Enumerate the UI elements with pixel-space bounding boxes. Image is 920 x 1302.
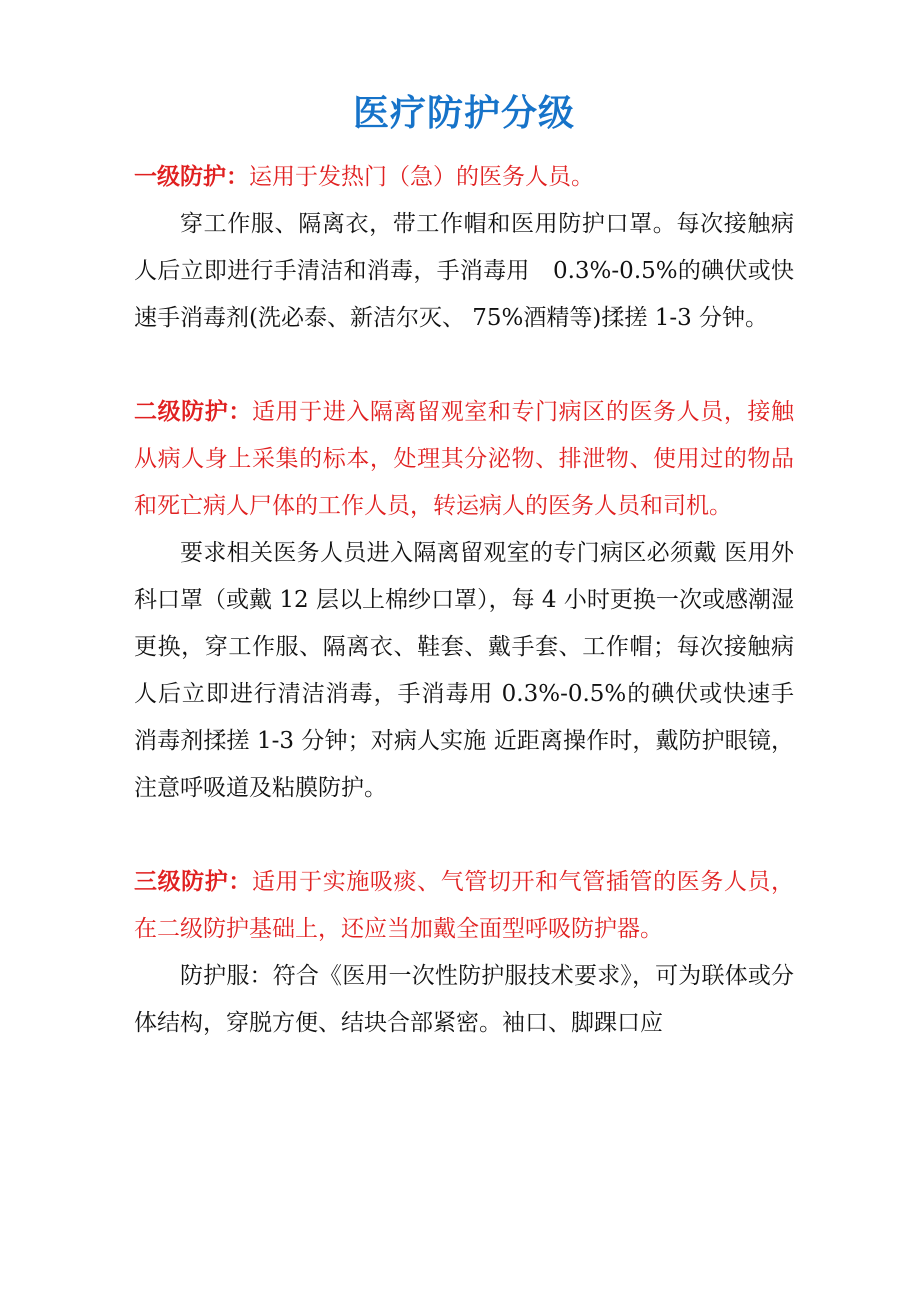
document-page: [134, 0, 794, 1047]
level2-heading: [134, 389, 794, 530]
level3-body: 防护服：符合《医用一次性防护服技术要求》，可为联体或分体结构，穿脱方便、结块合部紧密。袖口、脚踝口应: [134, 963, 794, 1036]
level1-heading: [134, 154, 794, 201]
level3-label: 三级防护：: [134, 869, 252, 895]
document-title: 医疗防护分级: [352, 93, 575, 134]
level2-section: [134, 389, 794, 812]
level2-scope: 适用于进入隔离留观室和专门病区的医务人员，接触从病人身上采集的标本，处理其分泌物、排泄物、使用过的物品和死亡病人尸体的工作人员，转运病人的医务人员和司机。: [134, 399, 795, 519]
section-spacer: [134, 812, 794, 859]
level3-heading: [134, 859, 794, 953]
level1-scope: 运用于发热门（急）的医务人员。: [249, 164, 594, 190]
level2-body: 要求相关医务人员进入隔离留观室的专门病区必须戴 医用外科口罩（或戴 12 层以上棉纱口罩），每 4 小时更换一次或感潮湿更换，穿工作服、隔离衣、鞋套、戴手套、工作帽；每次接触病人后立即进行清洁消毒，手消毒用 0.3%-0.5%的碘伏或快速手消毒剂揉搓 1-3 分钟；对病人实施 近距离操作时，戴防护眼镜，注意呼吸道及粘膜防护。: [134, 540, 794, 801]
level2-label: 二级防护：: [134, 399, 252, 425]
level1-section: [134, 154, 794, 342]
level3-scope: 适用于实施吸痰、气管切开和气管插管的医务人员，在二级防护基础上，还应当加戴全面型呼吸防护器。: [134, 869, 795, 942]
level1-body: 穿工作服、隔离衣，带工作帽和医用防护口罩。每次接触病人后立即进行手清洁和消毒，手消毒用 0.3%-0.5%的碘伏或快速手消毒剂(洗必泰、新洁尔灭、 75%酒精等)揉搓 1-3 分钟。: [134, 211, 794, 331]
section-spacer: [134, 342, 794, 389]
level1-label: 一级防护：: [134, 164, 249, 190]
level3-section: [134, 859, 794, 1047]
